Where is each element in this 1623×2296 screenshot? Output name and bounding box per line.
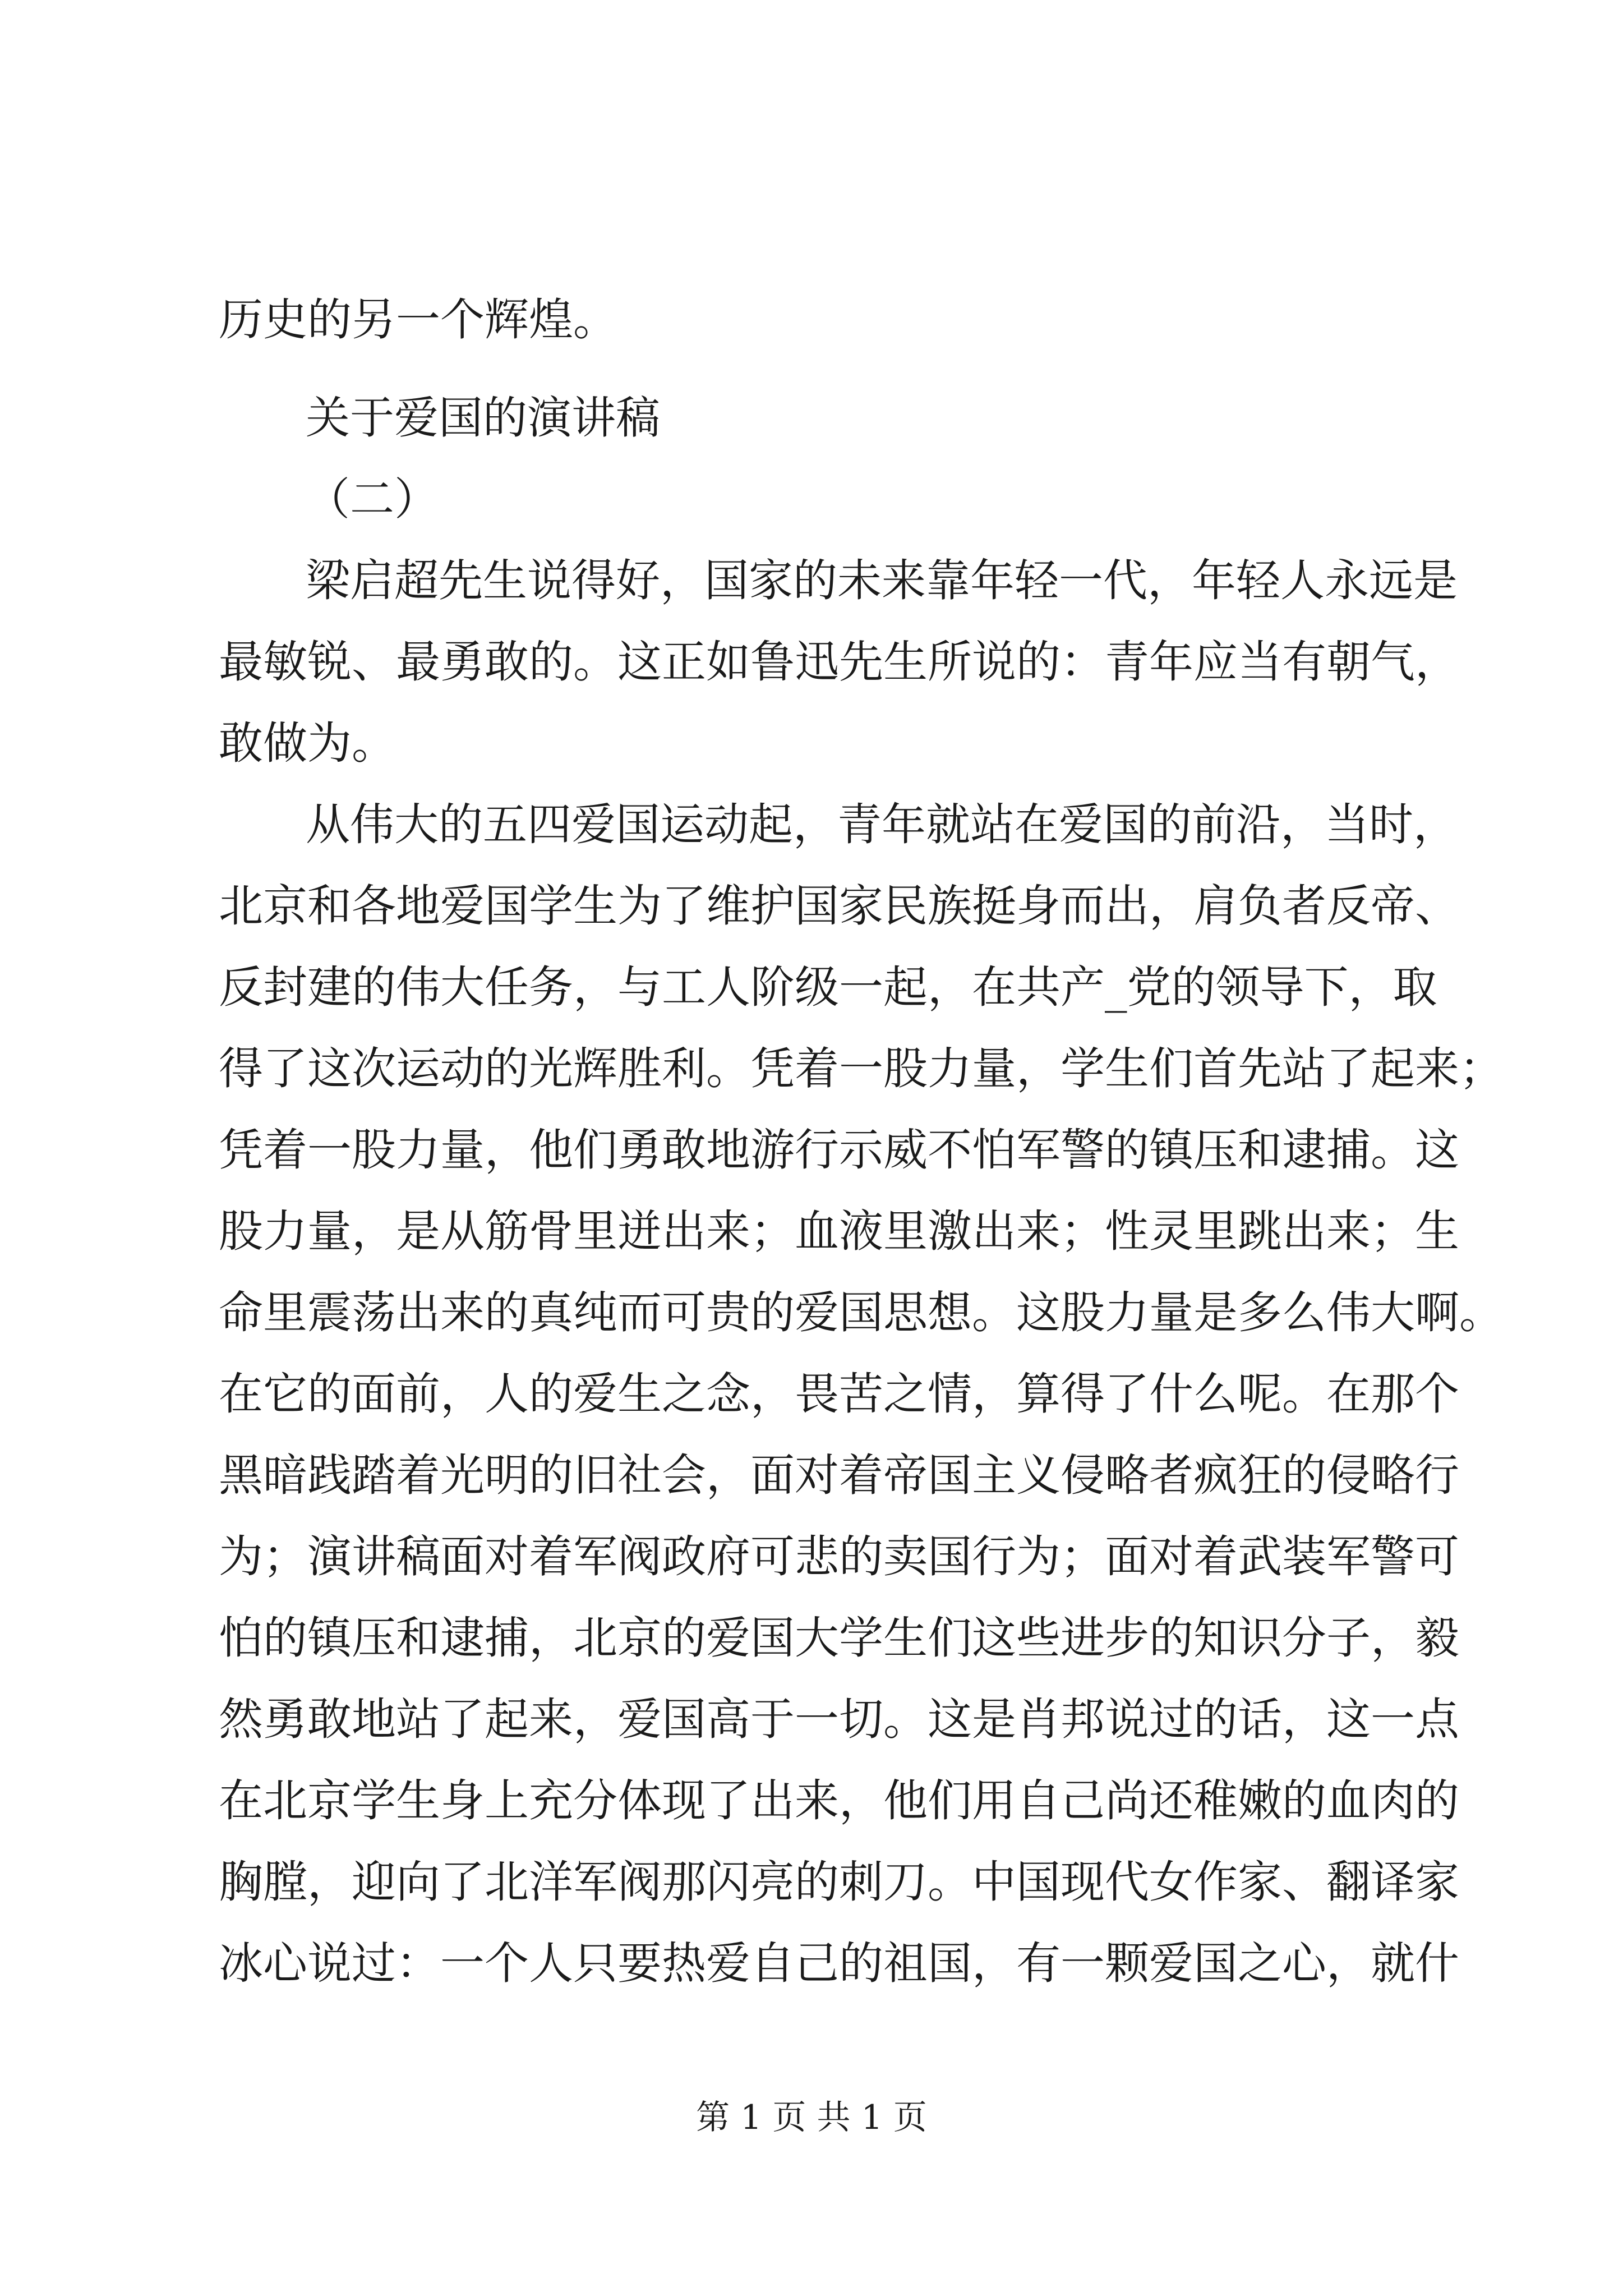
- paragraph-line: 股力量，是从筋骨里迸出来；血液里激出来；性灵里跳出来；生: [219, 1205, 1459, 1257]
- paragraph-line: 命里震荡出来的真纯而可贵的爱国思想。这股力量是多么伟大啊。: [219, 1287, 1504, 1338]
- paragraph-line: 得了这次运动的光辉胜利。凭着一股力量，学生们首先站了起来；: [219, 1043, 1504, 1094]
- paragraph-line: 反封建的伟大任务，与工人阶级一起，在共产_党的领导下，取: [219, 961, 1437, 1013]
- paragraph-line: 凭着一股力量，他们勇敢地游行示威不怕军警的镇压和逮捕。这: [219, 1124, 1459, 1176]
- paragraph-line: 黑暗践踏着光明的旧社会，面对着帝国主义侵略者疯狂的侵略行: [219, 1450, 1459, 1501]
- paragraph-line: 胸膛，迎向了北洋军阀那闪亮的刺刀。中国现代女作家、翻译家: [219, 1856, 1459, 1908]
- paragraph-line: 在它的面前，人的爱生之念，畏苦之情，算得了什么呢。在那个: [219, 1368, 1459, 1420]
- section-title: 关于爱国的演讲稿: [306, 392, 660, 444]
- paragraph-line: 从伟大的五四爱国运动起，青年就站在爱国的前沿，当时，: [306, 799, 1458, 850]
- paragraph-line: 敢做为。: [219, 717, 396, 769]
- paragraph-line: 梁启超先生说得好，国家的未来靠年轻一代，年轻人永远是: [306, 555, 1458, 606]
- paragraph-line: 为；演讲稿面对着军阀政府可悲的卖国行为；面对着武装军警可: [219, 1531, 1459, 1582]
- section-number: （二）: [306, 473, 439, 525]
- paragraph-line: 然勇敢地站了起来，爱国高于一切。这是肖邦说过的话，这一点: [219, 1694, 1459, 1745]
- page-footer: 第 1 页 共 1 页: [696, 2098, 927, 2137]
- text-line: 历史的另一个辉煌。: [219, 294, 617, 346]
- paragraph-line: 在北京学生身上充分体现了出来，他们用自己尚还稚嫩的血肉的: [219, 1775, 1459, 1826]
- paragraph-line: 冰心说过：一个人只要热爱自己的祖国，有一颗爱国之心，就什: [219, 1938, 1459, 1989]
- paragraph-line: 怕的镇压和逮捕，北京的爱国大学生们这些进步的知识分子，毅: [219, 1612, 1459, 1664]
- paragraph-line: 最敏锐、最勇敢的。这正如鲁迅先生所说的：青年应当有朝气，: [219, 636, 1459, 688]
- paragraph-line: 北京和各地爱国学生为了维护国家民族挺身而出，肩负者反帝、: [219, 880, 1459, 932]
